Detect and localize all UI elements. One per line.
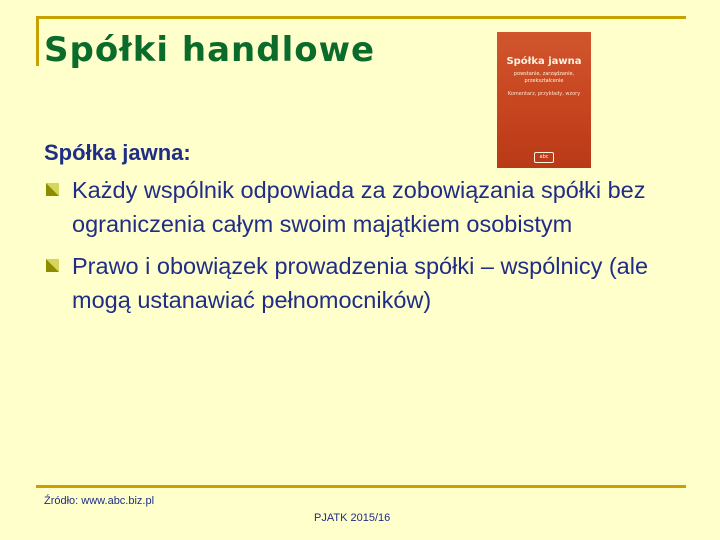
bullet-text: Każdy wspólnik odpowiada za zobowiązania spółki bez ograniczenia całym swoim majątkiem osobistym — [72, 177, 646, 237]
square-bullet-icon — [46, 259, 59, 272]
bullet-item — [44, 173, 684, 241]
book-cover-subtitle: powstanie, zarządzanie, przekształcenie — [513, 71, 575, 84]
book-cover-title: Spółka jawna — [506, 56, 582, 67]
square-bullet-icon — [46, 183, 59, 196]
slide-footer: PJATK 2015/16 — [314, 512, 391, 524]
book-cover-description: Komentarz, przykłady, wzory — [507, 91, 581, 97]
bullet-item — [44, 249, 684, 317]
bottom-rule — [36, 485, 686, 488]
book-cover-image — [497, 32, 591, 168]
publisher-logo: abc — [534, 152, 554, 163]
section-subtitle: Spółka jawna: — [44, 140, 191, 165]
top-rule — [36, 16, 686, 19]
slide-title: Spółki handlowe — [44, 30, 376, 70]
bullet-list — [44, 173, 684, 325]
left-rule — [36, 16, 39, 66]
source-note: Źródło: www.abc.biz.pl — [44, 495, 155, 507]
bullet-text: Prawo i obowiązek prowadzenia spółki – wspólnicy (ale mogą ustanawiać pełnomocników) — [72, 253, 649, 313]
